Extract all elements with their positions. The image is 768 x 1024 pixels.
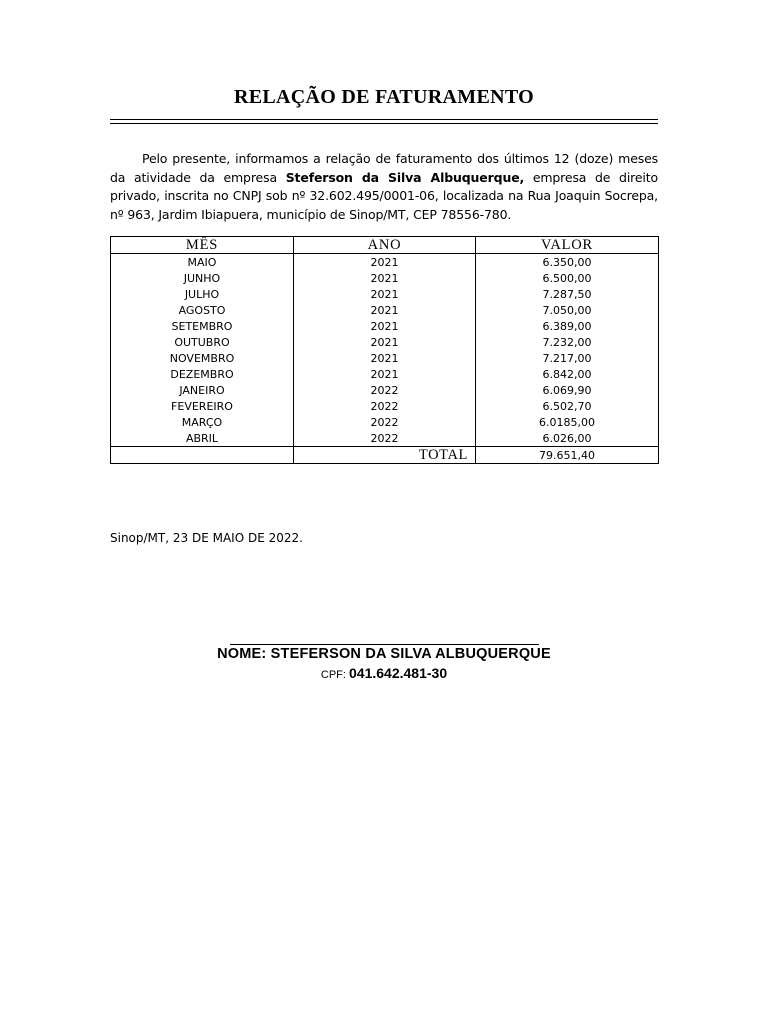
header-month: MÊS xyxy=(111,237,294,254)
table-row xyxy=(111,334,659,350)
intro-text-end: empresa de direito privado, inscrita no CNPJ sob nº 32.602.495/0001-06, localizada na Rua Joaquin Socrepa, nº 963, Jardim Ibiapuera, município de Sinop/MT, CEP 78556-780. xyxy=(110,169,658,222)
month-cell: MARÇO xyxy=(111,414,294,430)
value-cell: 6.0185,00 xyxy=(476,414,659,430)
signature-line xyxy=(230,644,539,645)
intro-paragraph xyxy=(110,150,658,224)
document-title: RELAÇÃO DE FATURAMENTO xyxy=(234,86,534,108)
table-row xyxy=(111,414,659,430)
table-row xyxy=(111,302,659,318)
year-cell: 2021 xyxy=(294,302,476,318)
year-cell: 2021 xyxy=(294,334,476,350)
year-cell: 2022 xyxy=(294,382,476,398)
signature-cpf xyxy=(0,665,768,681)
value-cell: 6.389,00 xyxy=(476,318,659,334)
value-cell: 6.350,00 xyxy=(476,254,659,271)
title-rule-bottom xyxy=(110,123,658,124)
table-row xyxy=(111,286,659,302)
company-name: Steferson da Silva Albuquerque, xyxy=(285,169,525,185)
month-cell: AGOSTO xyxy=(111,302,294,318)
table-row xyxy=(111,430,659,447)
total-row xyxy=(111,447,659,464)
value-cell: 7.050,00 xyxy=(476,302,659,318)
table-row xyxy=(111,318,659,334)
month-cell: DEZEMBRO xyxy=(111,366,294,382)
value-cell: 6.500,00 xyxy=(476,270,659,286)
value-cell: 7.217,00 xyxy=(476,350,659,366)
cpf-label: CPF: xyxy=(320,669,346,681)
year-cell: 2022 xyxy=(294,398,476,414)
total-empty-cell xyxy=(111,447,294,464)
value-cell: 6.502,70 xyxy=(476,398,659,414)
month-cell: NOVEMBRO xyxy=(111,350,294,366)
month-cell: OUTUBRO xyxy=(111,334,294,350)
month-cell: JANEIRO xyxy=(111,382,294,398)
total-label: TOTAL xyxy=(294,447,476,464)
table-header-row xyxy=(111,237,659,254)
header-year: ANO xyxy=(294,237,476,254)
total-value: 79.651,40 xyxy=(476,447,659,464)
header-value: VALOR xyxy=(476,237,659,254)
month-cell: FEVEREIRO xyxy=(111,398,294,414)
value-cell: 7.232,00 xyxy=(476,334,659,350)
value-cell: 7.287,50 xyxy=(476,286,659,302)
month-cell: JUNHO xyxy=(111,270,294,286)
year-cell: 2021 xyxy=(294,254,476,271)
year-cell: 2021 xyxy=(294,366,476,382)
month-cell: SETEMBRO xyxy=(111,318,294,334)
year-cell: 2021 xyxy=(294,270,476,286)
year-cell: 2021 xyxy=(294,350,476,366)
month-cell: JULHO xyxy=(111,286,294,302)
value-cell: 6.069,90 xyxy=(476,382,659,398)
title-rule-top xyxy=(110,119,658,120)
cpf-number: 041.642.481-30 xyxy=(349,665,448,681)
revenue-table xyxy=(110,236,659,464)
place-date: Sinop/MT, 23 DE MAIO DE 2022. xyxy=(110,531,303,545)
year-cell: 2021 xyxy=(294,286,476,302)
table-row xyxy=(111,398,659,414)
table-row xyxy=(111,270,659,286)
signature-name: NOME: STEFERSON DA SILVA ALBUQUERQUE xyxy=(217,646,551,662)
month-cell: ABRIL xyxy=(111,430,294,447)
month-cell: MAIO xyxy=(111,254,294,271)
table-row xyxy=(111,350,659,366)
value-cell: 6.842,00 xyxy=(476,366,659,382)
table-row xyxy=(111,382,659,398)
year-cell: 2022 xyxy=(294,430,476,447)
value-cell: 6.026,00 xyxy=(476,430,659,447)
intro-text-start: Pelo presente, informamos a relação de faturamento dos últimos 12 (doze) meses da atividade da empresa xyxy=(110,151,658,185)
table-row xyxy=(111,366,659,382)
year-cell: 2021 xyxy=(294,318,476,334)
table-row xyxy=(111,254,659,271)
year-cell: 2022 xyxy=(294,414,476,430)
